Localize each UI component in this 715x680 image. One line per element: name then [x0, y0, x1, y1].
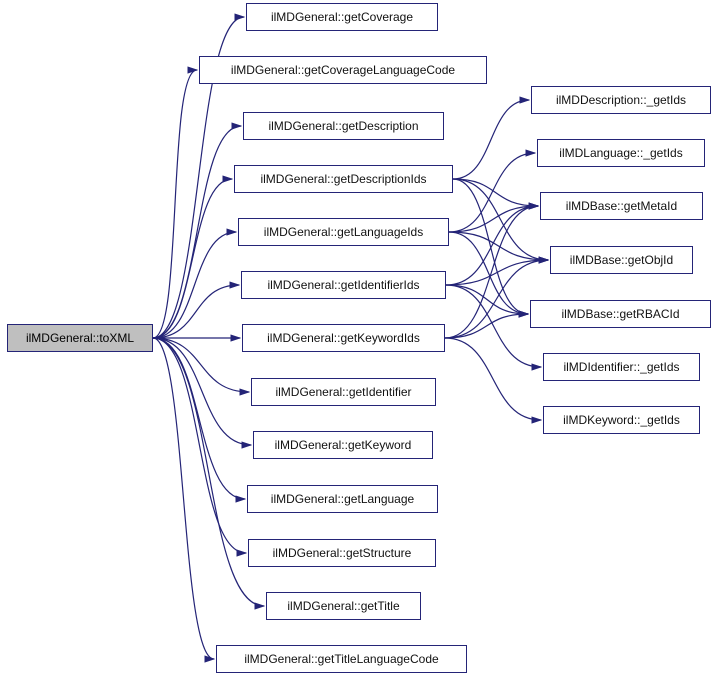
graph-node[interactable] — [199, 56, 487, 84]
graph-node[interactable] — [248, 539, 436, 567]
graph-node[interactable] — [246, 3, 438, 31]
graph-edge — [453, 179, 548, 260]
graph-node-label: ilMDBase::getMetaId — [565, 199, 678, 213]
graph-node-label: ilMDGeneral::getDescriptionIds — [260, 172, 427, 186]
graph-edge — [153, 179, 232, 338]
graph-node[interactable] — [531, 86, 711, 114]
graph-node-label: ilMDLanguage::_getIds — [559, 146, 683, 160]
graph-edge — [153, 338, 246, 553]
graph-edge — [153, 126, 241, 338]
graph-edge — [153, 338, 249, 392]
graph-edge — [446, 260, 548, 285]
graph-node-label: ilMDGeneral::getKeyword — [274, 438, 412, 452]
graph-node[interactable] — [247, 485, 438, 513]
graph-edge — [445, 314, 528, 338]
graph-edge — [446, 206, 538, 285]
graph-node[interactable] — [216, 645, 467, 673]
graph-node-label: ilMDGeneral::getDescription — [268, 119, 419, 133]
graph-node-label: ilMDGeneral::getKeywordIds — [267, 331, 420, 345]
graph-node-label: ilMDGeneral::getLanguageIds — [263, 225, 424, 239]
graph-edge — [445, 206, 538, 338]
graph-edge — [153, 285, 239, 338]
graph-node-label: ilMDBase::getRBACId — [561, 307, 680, 321]
graph-node-label: ilMDGeneral::getCoverageLanguageCode — [230, 63, 456, 77]
graph-node[interactable] — [537, 139, 705, 167]
graph-node[interactable] — [243, 112, 444, 140]
graph-edge — [153, 70, 197, 338]
graph-node[interactable] — [242, 324, 445, 352]
graph-edge — [153, 338, 251, 445]
graph-node-label: ilMDGeneral::toXML — [25, 331, 135, 345]
graph-edge — [453, 179, 538, 206]
graph-edge — [446, 285, 528, 314]
graph-node-label: ilMDBase::getObjId — [569, 253, 674, 267]
graph-node-label: ilMDGeneral::getIdentifier — [275, 385, 412, 399]
graph-node[interactable] — [540, 192, 703, 220]
graph-node[interactable] — [543, 353, 700, 381]
graph-edge — [453, 179, 528, 314]
graph-node-label: ilMDGeneral::getLanguage — [270, 492, 415, 506]
graph-node[interactable] — [543, 406, 700, 434]
graph-node[interactable] — [238, 218, 449, 246]
graph-node-label: ilMDGeneral::getTitle — [287, 599, 400, 613]
graph-node[interactable] — [241, 271, 446, 299]
graph-node-label: ilMDDescription::_getIds — [555, 93, 687, 107]
graph-node[interactable] — [234, 165, 453, 193]
graph-node-label: ilMDGeneral::getStructure — [272, 546, 412, 560]
graph-edge — [453, 100, 529, 179]
graph-edge — [153, 338, 245, 499]
graph-node[interactable] — [550, 246, 693, 274]
graph-node-label: ilMDKeyword::_getIds — [563, 413, 680, 427]
graph-node[interactable] — [530, 300, 711, 328]
graph-node-label: ilMDIdentifier::_getIds — [563, 360, 680, 374]
graph-node-label: ilMDGeneral::getTitleLanguageCode — [244, 652, 439, 666]
graph-node-label: ilMDGeneral::getCoverage — [270, 10, 414, 24]
graph-edge — [449, 232, 548, 260]
graph-node-root[interactable] — [7, 324, 153, 352]
graph-node[interactable] — [251, 378, 436, 406]
graph-edge — [449, 153, 535, 232]
graph-edge — [153, 232, 236, 338]
graph-edge — [445, 338, 541, 420]
graph-edge — [446, 285, 541, 367]
graph-node[interactable] — [266, 592, 421, 620]
graph-edge — [449, 206, 538, 232]
graph-edge — [449, 232, 528, 314]
graph-node[interactable] — [253, 431, 433, 459]
graph-edge — [153, 338, 214, 659]
graph-node-label: ilMDGeneral::getIdentifierIds — [267, 278, 420, 292]
